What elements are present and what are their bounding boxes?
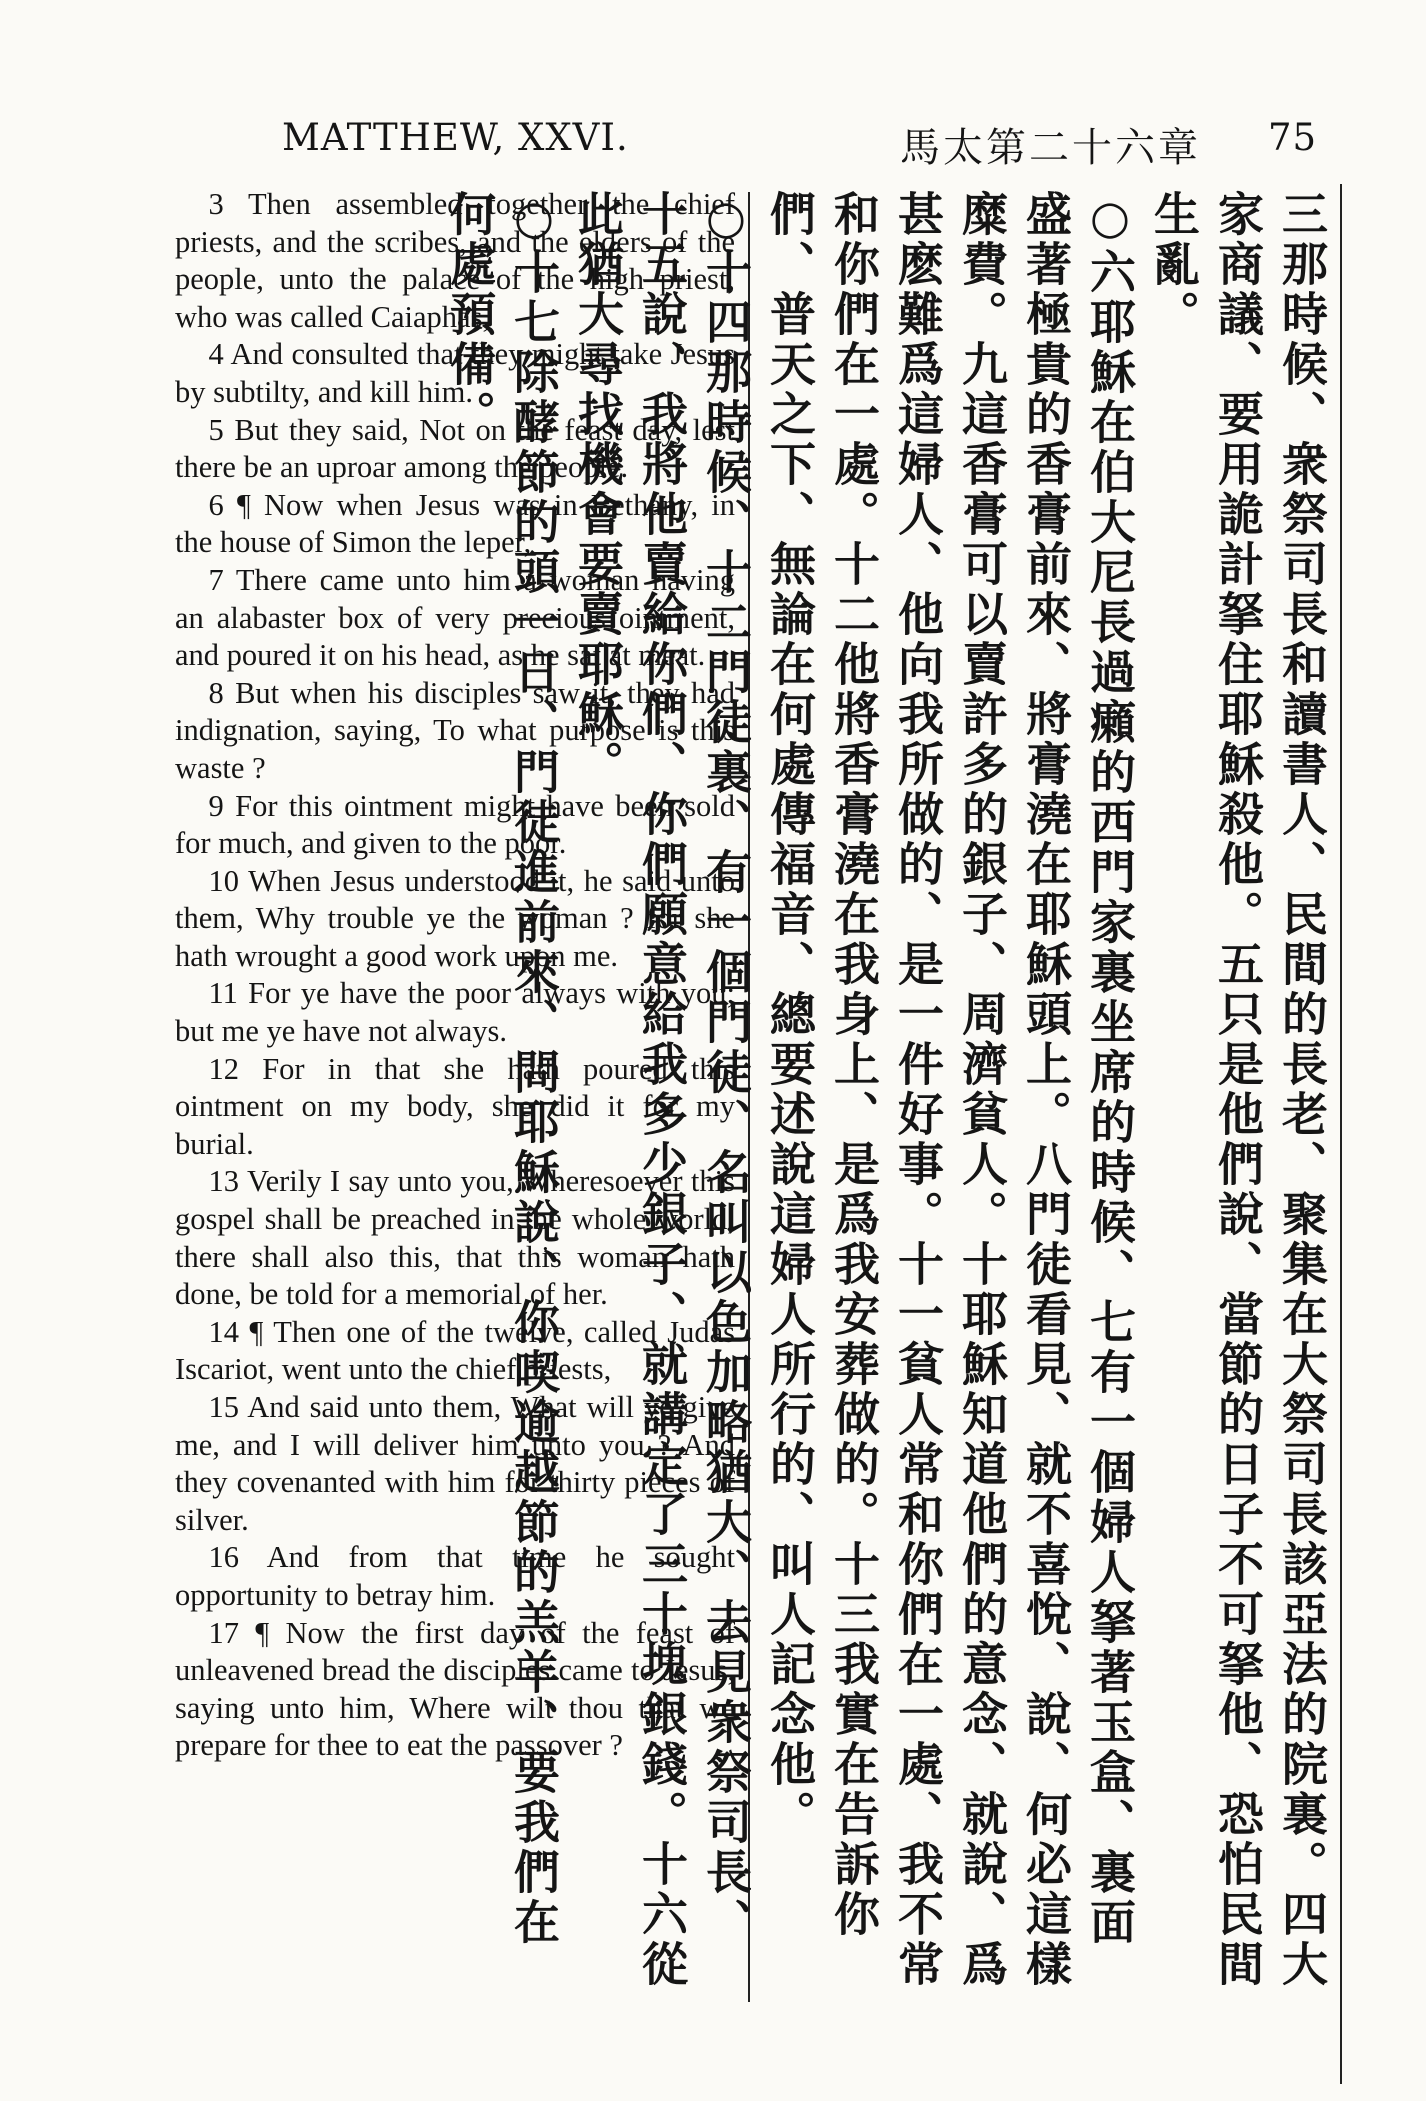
verse: 13 Verily I say unto you, Wheresoever this gospel shall be preached in the whole world, there shall also this, that this woman hath done, be told for a memorial of her.	[175, 1164, 735, 1312]
right-margin-rule	[1340, 184, 1342, 2084]
verse: 17 ¶ Now the first day of the feast of unleavened bread the disciples came to Jesus, saying unto him, Where wilt thou that we prepare for thee to eat the passover ?	[175, 1615, 735, 1763]
chinese-paragraph: ○十四那時候、十二門徒裏、有一個門徒、名叫以色加略猶大、去見衆祭司長、十五說、我將他賣給你們、你們願意給我多少銀子、就講定了三十塊銀錢。十六從此猶大尋找機會要賣耶穌。	[571, 190, 753, 1990]
verse: 10 When Jesus understood it, he said unto them, Why trouble ye the woman ? for she hath wrought a good work upon me.	[175, 863, 735, 973]
verse: 3 Then assembled together the chief priests, and the scribes, and the elders of the people, unto the palace of the high priest, who was called Caiaphas,	[175, 187, 735, 334]
running-header: MATTHEW, XXVI.	[282, 116, 629, 159]
verse: 7 There came unto him a woman having an alabaster box of very precious ointment, and poured it on his head, as he sat at meat.	[175, 562, 735, 673]
verse: 5 But they said, Not on the feast day, lest there be an uproar among the people.	[175, 412, 735, 485]
page-number: 75	[1268, 116, 1318, 159]
verse: 8 But when his disciples saw it, they had indignation, saying, To what purpose is this waste ?	[175, 675, 735, 785]
verse: 9 For this ointment might have been sold for much, and given to the poor.	[175, 788, 735, 861]
chinese-paragraph: 三那時候、衆祭司長和讀書人、民間的長老、聚集在大祭司長該亞法的院裏。四大家商議、要用詭計拏住耶穌殺他。五只是他們說、當節的日子不可拏他、恐怕民間生亂。	[1147, 190, 1329, 1990]
verse: 4 And consulted that they might take Jesus by subtilty, and kill him.	[175, 337, 735, 409]
verse: 11 For ye have the poor always with you; but me ye have not always.	[175, 976, 735, 1049]
verse: 12 For in that she hath poured this ointment on my body, she did it for my burial.	[175, 1051, 735, 1161]
verse: 15 And said unto them, What will ye give me, and I will deliver him unto you ? And they covenanted with him for thirty pieces of silver.	[175, 1390, 735, 1537]
chinese-paragraph: ○十七除酵節的頭一日、門徒進前來、問耶穌說、你喫逾越節的羔羊、要我們在何處預備。	[443, 190, 561, 1948]
verse: 14 ¶ Then one of the twelve, called Judas Iscariot, went unto the chief priests,	[175, 1314, 735, 1387]
chinese-text-column	[438, 190, 1334, 1990]
verse: 6 ¶ Now when Jesus was in Bethany, in the house of Simon the leper,	[175, 487, 735, 560]
chinese-running-header: 馬太第二十六章	[900, 125, 1201, 171]
chinese-paragraph: ○六耶穌在伯大尼長過癩的西門家裏坐席的時候、七有一個婦人拏著玉盒、裏面盛著極貴的香膏前來、將膏澆在耶穌頭上。八門徒看見、就不喜悅、說、何必這樣糜費。九這香膏可以賣許多的銀子、周濟貧人。十耶穌知道他們的意念、就說、爲甚麽難爲這婦人、他向我所做的、是一件好事。十一貧人常和你們在一處、我不常和你們在一處。十二他將香膏澆在我身上、是爲我安葬做的。十三我實在告訴你們、普天之下、無論在何處傳福音、總要述說這婦人所行的、叫人記念他。	[763, 190, 1137, 1990]
verse: 16 And from that time he sought opportunity to betray him.	[175, 1540, 735, 1612]
